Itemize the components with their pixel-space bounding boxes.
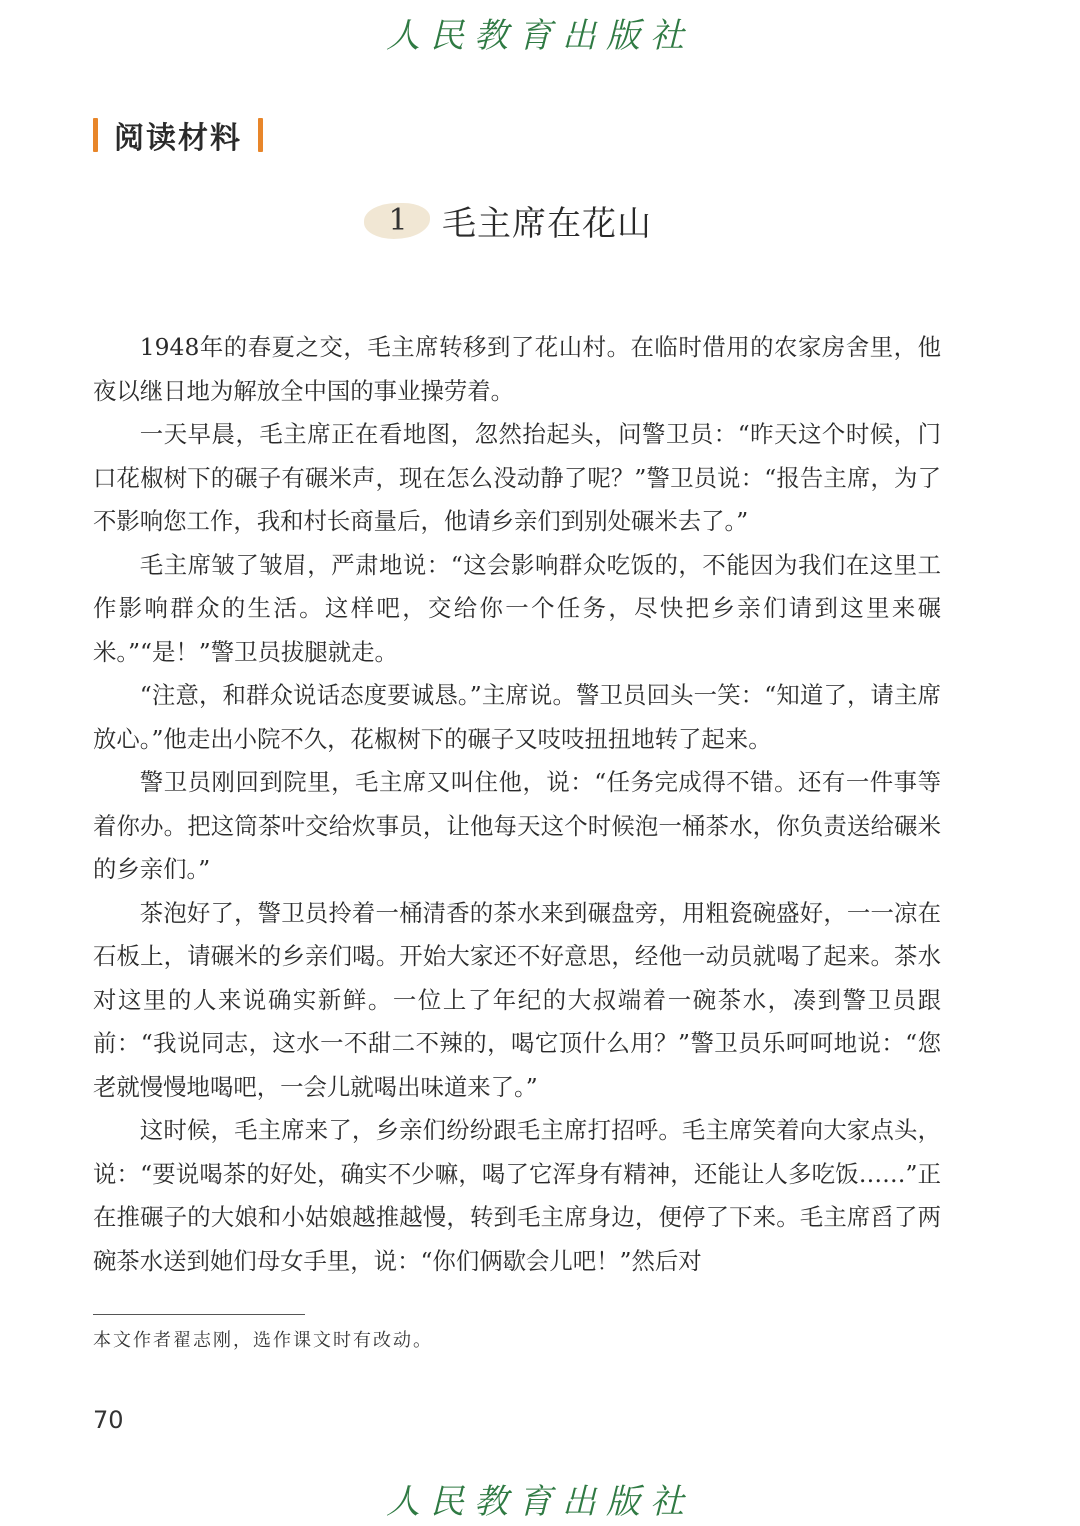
lesson-title: 毛主席在花山: [442, 203, 652, 244]
paragraph: “注意，和群众说话态度要诚恳。”主席说。警卫员回头一笑：“知道了，请主席放心。”他走出小院不久，花椒树下的碾子又吱吱扭扭地转了起来。: [93, 681, 941, 753]
page-number: 70: [93, 1406, 124, 1434]
paragraph: 警卫员刚回到院里，毛主席又叫住他，说：“任务完成得不错。还有一件事等着你办。把这筒茶叶交给炊事员，让他每天这个时候泡一桶茶水，你负责送给碾米的乡亲们。”: [93, 768, 941, 883]
lesson-number: 1: [388, 202, 408, 238]
lesson-number-badge: [362, 195, 434, 245]
paragraph: 茶泡好了，警卫员拎着一桶清香的茶水来到碾盘旁，用粗瓷碗盛好，一一凉在石板上，请碾米的乡亲们喝。开始大家还不好意思，经他一动员就喝了起来。茶水对这里的人来说确实新鲜。一位上了年纪的大叔端着一碗茶水，凑到警卫员跟前：“我说同志，这水一不甜二不辣的，喝它顶什么用？”警卫员乐呵呵地说：“您老就慢慢地喝吧，一会儿就喝出味道来了。”: [93, 898, 941, 1101]
article-body: [93, 326, 941, 1283]
section-bar-left: [93, 118, 98, 152]
lesson-heading: [362, 192, 652, 248]
paragraph: 一天早晨，毛主席正在看地图，忽然抬起头，问警卫员：“昨天这个时候，门口花椒树下的碾子有碾米声，现在怎么没动静了呢？”警卫员说：“报告主席，为了不影响您工作，我和村长商量后，他请乡亲们到别处碾米去了。”: [93, 420, 941, 535]
paragraph: 1948年的春夏之交，毛主席转移到了花山村。在临时借用的农家房舍里，他夜以继日地为解放全中国的事业操劳着。: [93, 333, 941, 405]
section-title: 阅读材料: [114, 121, 242, 156]
section-header: [93, 114, 263, 156]
footnote: 本文作者翟志刚，选作课文时有改动。: [93, 1330, 433, 1351]
publisher-logo-top: 人民教育出版社: [386, 16, 694, 56]
paragraph: 毛主席皱了皱眉，严肃地说：“这会影响群众吃饭的，不能因为我们在这里工作影响群众的生活。这样吧，交给你一个任务，尽快把乡亲们请到这里来碾米。”“是！”警卫员拔腿就走。: [93, 550, 941, 666]
footnote-divider: [93, 1314, 305, 1315]
publisher-logo-bottom: 人民教育出版社: [386, 1482, 694, 1522]
paragraph: 这时候，毛主席来了，乡亲们纷纷跟毛主席打招呼。毛主席笑着向大家点头，说：“要说喝茶的好处，确实不少嘛，喝了它浑身有精神，还能让人多吃饭……”正在推碾子的大娘和小姑娘越推越慢，转到毛主席身边，便停了下来。毛主席舀了两碗茶水送到她们母女手里，说：“你们俩歇会儿吧！”然后对: [93, 1116, 941, 1275]
section-bar-right: [258, 118, 263, 152]
